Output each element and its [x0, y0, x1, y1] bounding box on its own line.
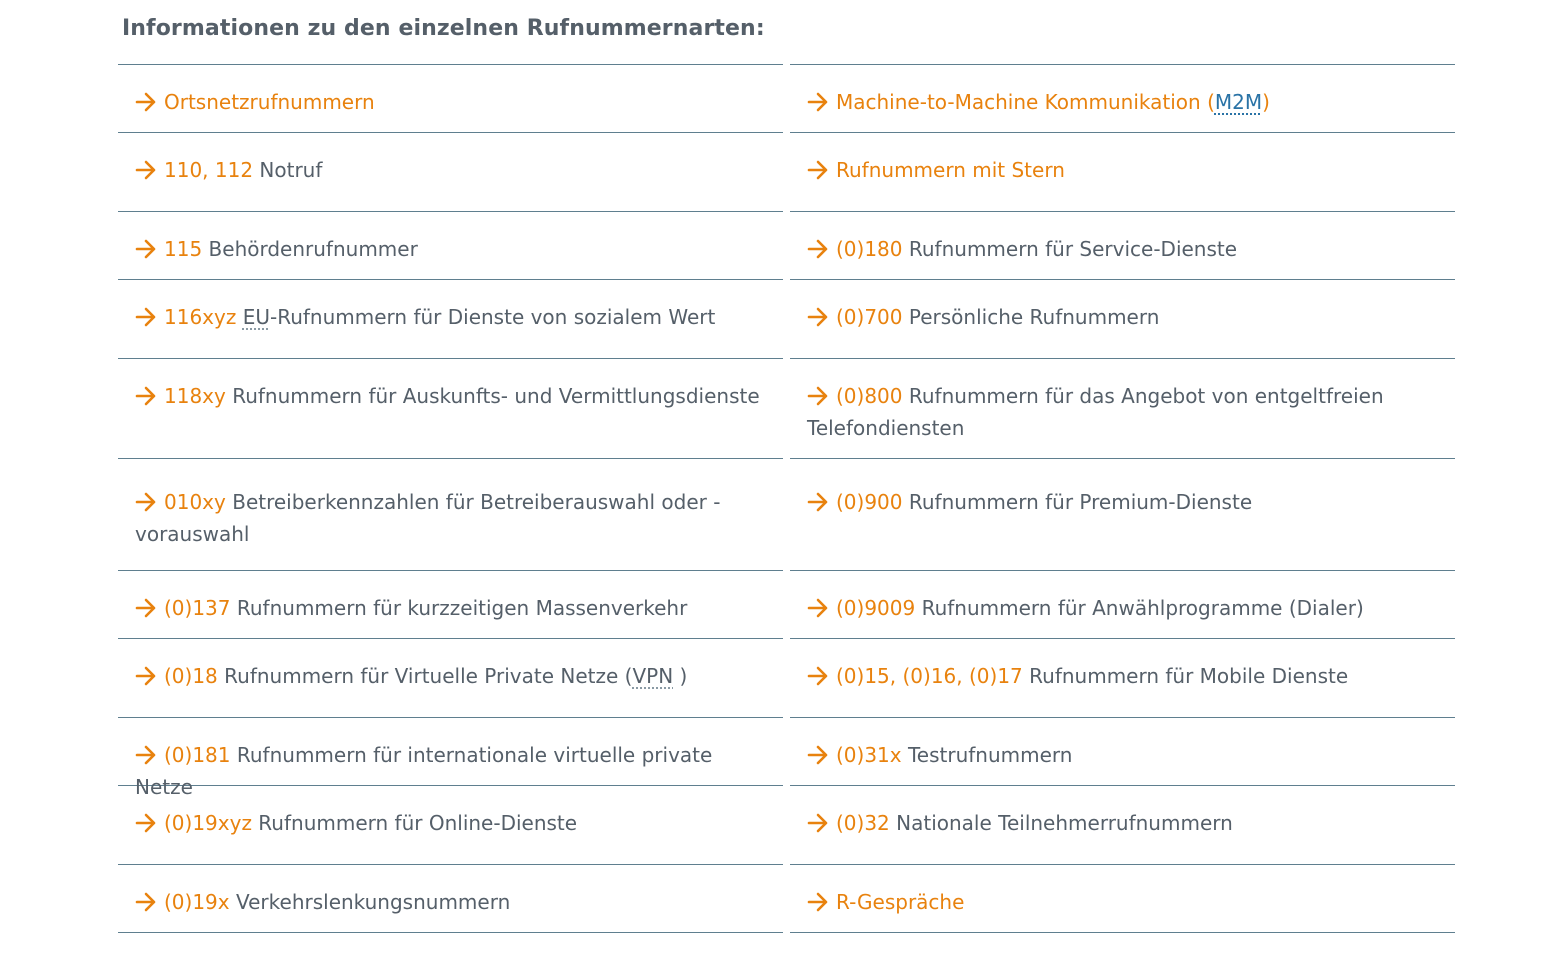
list-item-mobile[interactable]: [790, 639, 1455, 718]
item-text: Nationale Teilnehmerrufnummern: [889, 811, 1233, 835]
arrow-right-icon: [135, 666, 157, 686]
item-text: Rufnummern für Mobile Dienste: [1022, 664, 1349, 688]
item-code[interactable]: (0)19xyz: [164, 811, 252, 835]
item-code[interactable]: 010xy: [164, 490, 226, 514]
list-item-0900[interactable]: [790, 459, 1455, 571]
arrow-right-icon: [807, 239, 829, 259]
arrow-right-icon: [135, 239, 157, 259]
list-item-0700[interactable]: [790, 280, 1455, 359]
item-text: Rufnummern für Online-Dienste: [251, 811, 578, 835]
arrow-right-icon: [807, 386, 829, 406]
item-text: Rufnummern für Premium-Dienste: [902, 490, 1253, 514]
item-code[interactable]: (0)15, (0)16, (0)17: [836, 664, 1023, 688]
list-item-115[interactable]: [118, 212, 783, 280]
list-item-032[interactable]: [790, 786, 1455, 865]
item-text: Rufnummern für Virtuelle Private Netze (: [217, 664, 633, 688]
item-text: Behördenrufnummer: [202, 237, 418, 261]
list-item-018[interactable]: [118, 639, 783, 718]
arrow-right-icon: [807, 745, 829, 765]
arrow-right-icon: [807, 492, 829, 512]
arrow-right-icon: [807, 813, 829, 833]
arrow-right-icon: [135, 745, 157, 765]
item-text: Rufnummern für das Angebot von entgeltfreien Telefondiensten: [807, 384, 1384, 440]
list-item-m2m[interactable]: [790, 65, 1455, 133]
list-item-0800[interactable]: [790, 359, 1455, 459]
item-code[interactable]: (0)180: [836, 237, 903, 261]
item-link[interactable]: Ortsnetzrufnummern: [164, 90, 375, 114]
abbr-m2m: M2M: [1214, 90, 1263, 114]
list-item-0180[interactable]: [790, 212, 1455, 280]
right-column: [790, 64, 1455, 933]
list-item-019xyz[interactable]: [118, 786, 783, 865]
item-link[interactable]: Rufnummern mit Stern: [836, 158, 1065, 182]
item-code[interactable]: (0)181: [164, 743, 231, 767]
list-item-118xy[interactable]: [118, 359, 783, 459]
list-item-0137[interactable]: [118, 571, 783, 639]
item-text: Rufnummern für internationale virtuelle private Netze: [135, 743, 713, 799]
item-code[interactable]: (0)18: [164, 664, 218, 688]
item-code[interactable]: 115: [164, 237, 203, 261]
item-text: Notruf: [253, 158, 323, 182]
item-code[interactable]: (0)800: [836, 384, 903, 408]
arrow-right-icon: [807, 92, 829, 112]
arrow-right-icon: [135, 892, 157, 912]
item-link[interactable]: Machine-to-Machine Kommunikation (: [836, 90, 1215, 114]
arrow-right-icon: [135, 386, 157, 406]
item-text: Rufnummern für Auskunfts- und Vermittlungsdienste: [225, 384, 760, 408]
item-code[interactable]: (0)19x: [164, 890, 230, 914]
item-code[interactable]: 110, 112: [164, 158, 254, 182]
list-item-019x[interactable]: [118, 865, 783, 933]
arrow-right-icon: [135, 813, 157, 833]
item-text: Rufnummern für Anwählprogramme (Dialer): [915, 596, 1364, 620]
list-item-09009[interactable]: [790, 571, 1455, 639]
arrow-right-icon: [807, 666, 829, 686]
arrow-right-icon: [807, 307, 829, 327]
item-code[interactable]: (0)900: [836, 490, 903, 514]
item-text: -Rufnummern für Dienste von sozialem Wert: [269, 305, 716, 329]
arrow-right-icon: [135, 92, 157, 112]
item-code[interactable]: (0)137: [164, 596, 231, 620]
list-item-ortsnetz[interactable]: [118, 65, 783, 133]
item-text: Rufnummern für Service-Dienste: [902, 237, 1238, 261]
number-types-grid: [118, 64, 1455, 933]
list-item-031x[interactable]: [790, 718, 1455, 786]
item-code[interactable]: (0)32: [836, 811, 890, 835]
item-code[interactable]: (0)31x: [836, 743, 902, 767]
arrow-right-icon: [807, 160, 829, 180]
item-text: Persönliche Rufnummern: [902, 305, 1160, 329]
item-text: Testrufnummern: [901, 743, 1073, 767]
item-text-post: ): [673, 664, 688, 688]
item-link[interactable]: R-Gespräche: [836, 890, 965, 914]
arrow-right-icon: [135, 492, 157, 512]
item-text: Verkehrslenkungsnummern: [229, 890, 511, 914]
list-item-stern[interactable]: [790, 133, 1455, 212]
item-link-post: ): [1262, 90, 1270, 114]
arrow-right-icon: [135, 598, 157, 618]
item-code[interactable]: (0)700: [836, 305, 903, 329]
abbr-vpn: VPN: [632, 664, 674, 688]
arrow-right-icon: [807, 892, 829, 912]
list-item-010xy[interactable]: [118, 459, 783, 571]
item-code[interactable]: 118xy: [164, 384, 226, 408]
item-text: Rufnummern für kurzzeitigen Massenverkehr: [230, 596, 688, 620]
left-column: [118, 64, 783, 933]
item-code[interactable]: 116xyz: [164, 305, 237, 329]
arrow-right-icon: [135, 307, 157, 327]
item-code[interactable]: (0)9009: [836, 596, 916, 620]
arrow-right-icon: [807, 598, 829, 618]
section-heading: Informationen zu den einzelnen Rufnummernarten:: [122, 16, 765, 41]
list-item-r-gespraeche[interactable]: [790, 865, 1455, 933]
abbr-eu: EU: [242, 305, 270, 329]
list-item-notruf[interactable]: [118, 133, 783, 212]
arrow-right-icon: [135, 160, 157, 180]
item-text: Betreiberkennzahlen für Betreiberauswahl oder -vorauswahl: [135, 490, 721, 546]
list-item-116xyz[interactable]: [118, 280, 783, 359]
list-item-0181[interactable]: [118, 718, 783, 799]
